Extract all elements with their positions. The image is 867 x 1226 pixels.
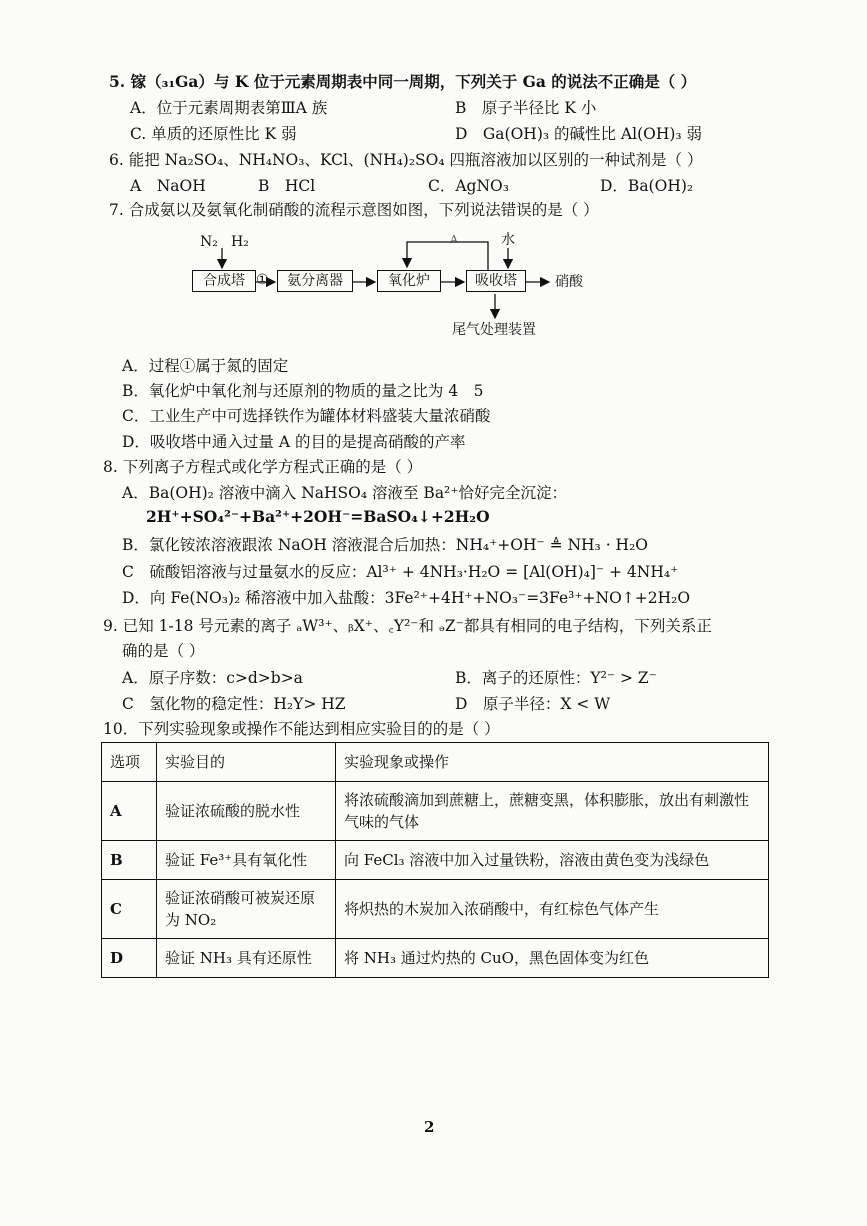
table-row	[102, 782, 769, 841]
q9-stem-line1: 9. 已知 1-18 号元素的离子 ₐW³⁺、ᵦX⁺、꜀Y²⁻和 ₔZ⁻都具有相同的电子结构，下列关系正	[103, 617, 712, 635]
q9-option-a: A．原子序数：c>d>b>a	[122, 669, 303, 687]
q9-option-c: C 氢化物的稳定性：H₂Y> HZ	[122, 695, 346, 713]
table-header-cell: 选项	[102, 743, 157, 782]
q6-option-b: B HCl	[258, 177, 316, 195]
table-cell: C	[102, 880, 157, 939]
experiment-table	[101, 742, 769, 978]
q7-option-b: B．氧化炉中氧化剂与还原剂的物质的量之比为 4 5	[122, 382, 484, 400]
q8-option-b: B．氯化铵浓溶液跟浓 NaOH 溶液混合后加热：NH₄⁺+OH⁻ ≜ NH₃ · H₂O	[122, 536, 648, 554]
q6-option-d: D．Ba(OH)₂	[600, 177, 694, 195]
q8-option-a-equation: 2H⁺+SO₄²⁻+Ba²⁺+2OH⁻=BaSO₄↓+2H₂O	[146, 507, 490, 526]
table-header-cell: 实验现象或操作	[336, 743, 769, 782]
table-cell: 将浓硫酸滴加到蔗糖上，蔗糖变黑，体积膨胀，放出有刺激性气味的气体	[336, 782, 769, 841]
n2-label: N₂	[200, 234, 218, 250]
table-cell: 验证 Fe³⁺具有氧化性	[157, 841, 336, 880]
table-cell: B	[102, 841, 157, 880]
a-label: A	[450, 233, 458, 246]
q5-option-b: B 原子半径比 K 小	[455, 99, 597, 117]
absorption-tower-box: 吸收塔	[466, 270, 526, 292]
table-row	[102, 841, 769, 880]
q7-option-d: D．吸收塔中通入过量 A 的目的是提高硝酸的产率	[122, 433, 466, 451]
q6-option-c: C．AgNO₃	[428, 177, 509, 195]
table-cell: 向 FeCl₃ 溶液中加入过量铁粉，溶液由黄色变为浅绿色	[336, 841, 769, 880]
table-cell: 将 NH₃ 通过灼热的 CuO，黑色固体变为红色	[336, 939, 769, 978]
water-label: 水	[501, 232, 515, 248]
table-cell: 验证浓硫酸的脱水性	[157, 782, 336, 841]
q9-stem-line2: 确的是（ ）	[122, 642, 205, 660]
table-cell: 验证浓硝酸可被炭还原为 NO₂	[157, 880, 336, 939]
step-one-label: ①	[256, 272, 269, 288]
table-cell: 验证 NH₃ 具有还原性	[157, 939, 336, 978]
q5-option-a: A．位于元素周期表第ⅢA 族	[130, 99, 328, 117]
q9-option-b: B．离子的还原性：Y²⁻ > Z⁻	[455, 669, 657, 687]
flowchart-arrows	[0, 0, 867, 360]
table-cell: 将炽热的木炭加入浓硝酸中，有红棕色气体产生	[336, 880, 769, 939]
q8-option-c: C 硫酸铝溶液与过量氨水的反应：Al³⁺ + 4NH₃·H₂O = [Al(OH)₄]⁻ + 4NH₄⁺	[122, 563, 679, 581]
q6-stem: 6. 能把 Na₂SO₄、NH₄NO₃、KCl、(NH₄)₂SO₄ 四瓶溶液加以区别的一种试剂是（ ）	[109, 151, 703, 169]
table-cell: A	[102, 782, 157, 841]
q7-option-c: C．工业生产中可选择铁作为罐体材料盛装大量浓硝酸	[122, 407, 491, 425]
q7-stem: 7. 合成氨以及氨氧化制硝酸的流程示意图如图，下列说法错误的是（ ）	[109, 201, 599, 219]
h2-label: H₂	[231, 234, 249, 250]
tail-gas-label: 尾气处理装置	[452, 322, 536, 338]
ammonia-separator-box: 氨分离器	[277, 270, 353, 292]
q6-option-a: A NaOH	[130, 177, 206, 195]
q8-stem: 8. 下列离子方程式或化学方程式正确的是（ ）	[103, 458, 423, 476]
table-row	[102, 880, 769, 939]
page-number: 2	[424, 1118, 435, 1136]
table-row	[102, 939, 769, 978]
synthesis-tower-box: 合成塔	[192, 270, 256, 292]
q5-stem: 5. 镓（₃₁Ga）与 K 位于元素周期表中同一周期，下列关于 Ga 的说法不正确是（ ）	[109, 72, 697, 91]
q7-option-a: A．过程①属于氮的固定	[122, 357, 289, 375]
q8-option-d: D．向 Fe(NO₃)₂ 稀溶液中加入盐酸：3Fe²⁺+4H⁺+NO₃⁻=3Fe³⁺+NO↑+2H₂O	[122, 589, 691, 607]
q9-option-d: D 原子半径：X < W	[455, 695, 611, 713]
q5-option-c: C. 单质的还原性比 K 弱	[130, 125, 297, 143]
q8-option-a: A．Ba(OH)₂ 溶液中滴入 NaHSO₄ 溶液至 Ba²⁺恰好完全沉淀：	[122, 484, 567, 502]
q5-option-d: D Ga(OH)₃ 的碱性比 Al(OH)₃ 弱	[455, 125, 703, 143]
table-cell: D	[102, 939, 157, 978]
oxidation-furnace-box: 氧化炉	[377, 270, 441, 292]
nitric-acid-label: 硝酸	[555, 274, 583, 290]
table-header-row	[102, 743, 769, 782]
table-header-cell: 实验目的	[157, 743, 336, 782]
q10-stem: 10．下列实验现象或操作不能达到相应实验目的的是（ ）	[103, 720, 500, 738]
